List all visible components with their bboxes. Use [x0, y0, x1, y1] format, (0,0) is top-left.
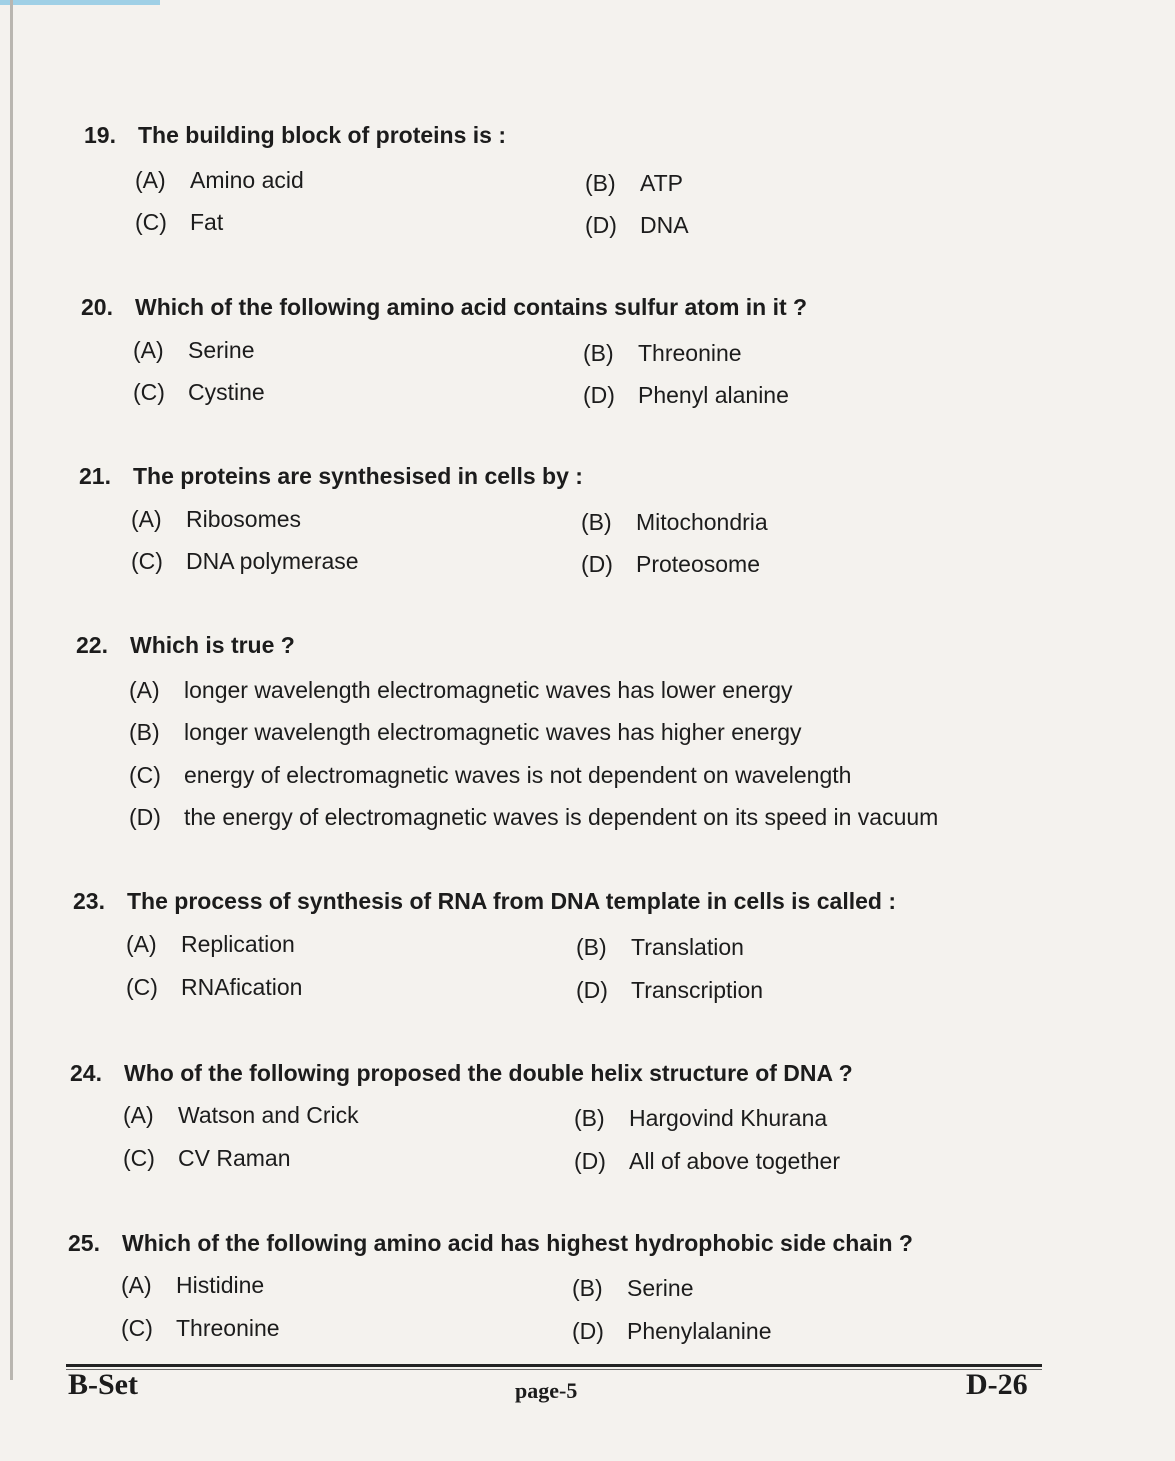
option-text: Replication: [181, 931, 295, 957]
footer-rule-thin: [66, 1369, 1042, 1370]
option-c: [126, 974, 302, 1001]
option-b: [572, 1275, 693, 1302]
option-c: [123, 1145, 290, 1172]
option-text: All of above together: [629, 1148, 840, 1174]
option-a: [129, 677, 793, 704]
option-text: ATP: [640, 170, 684, 196]
question-number: 21.: [79, 463, 111, 489]
option-d: [572, 1318, 772, 1345]
option-text: Serine: [188, 337, 255, 363]
question-stem: [73, 888, 896, 915]
option-b: [585, 170, 683, 197]
option-key: (C): [123, 1145, 155, 1171]
option-text: Fat: [190, 209, 224, 235]
option-key: (A): [133, 337, 164, 363]
option-c: [131, 548, 359, 575]
option-key: (B): [576, 934, 607, 960]
option-text: Watson and Crick: [178, 1102, 359, 1128]
option-key: (A): [123, 1102, 154, 1128]
option-c: [129, 762, 851, 789]
option-key: (A): [131, 506, 162, 532]
question-stem: [84, 122, 506, 149]
option-key: (A): [121, 1272, 152, 1298]
option-a: [135, 167, 304, 194]
page-left-border: [10, 0, 13, 1380]
option-key: (C): [129, 762, 161, 788]
option-text: Hargovind Khurana: [629, 1105, 828, 1131]
option-key: (B): [585, 170, 616, 196]
question-text: Which of the following amino acid has highest hydrophobic side chain ?: [122, 1230, 913, 1256]
set-label: B-Set: [68, 1368, 138, 1401]
option-key: (C): [126, 974, 158, 1000]
option-key: (A): [129, 677, 160, 703]
option-key: (B): [581, 509, 612, 535]
question-stem: [68, 1230, 913, 1257]
option-a: [126, 931, 295, 958]
page-number: page-5: [515, 1378, 578, 1403]
option-text: CV Raman: [178, 1145, 291, 1171]
option-text: the energy of electromagnetic waves is dependent on its speed in vacuum: [184, 804, 939, 830]
option-key: (D): [129, 804, 161, 830]
option-key: (D): [572, 1318, 604, 1344]
option-c: [121, 1315, 280, 1342]
option-c: [135, 209, 223, 236]
option-key: (B): [572, 1275, 603, 1301]
option-key: (C): [121, 1315, 153, 1341]
option-text: Phenyl alanine: [638, 382, 789, 408]
question-text: Which of the following amino acid contains sulfur atom in it ?: [135, 294, 808, 320]
option-text: Proteosome: [636, 551, 761, 577]
option-d: [583, 382, 789, 409]
option-key: (B): [574, 1105, 605, 1131]
option-a: [123, 1102, 359, 1129]
option-text: Serine: [627, 1275, 694, 1301]
option-b: [574, 1105, 827, 1132]
option-key: (D): [581, 551, 613, 577]
option-key: (D): [585, 212, 617, 238]
question-text: Who of the following proposed the double helix structure of DNA ?: [124, 1060, 853, 1086]
option-c: [133, 379, 265, 406]
option-a: [131, 506, 301, 533]
top-edge-strip: [0, 0, 160, 5]
footer-rule: [66, 1364, 1042, 1367]
option-text: Ribosomes: [186, 506, 302, 532]
option-text: DNA polymerase: [186, 548, 359, 574]
question-number: 23.: [73, 888, 105, 914]
option-text: longer wavelength electromagnetic waves has higher energy: [184, 719, 802, 745]
option-b: [129, 719, 802, 746]
option-key: (D): [574, 1148, 606, 1174]
question-number: 25.: [68, 1230, 100, 1256]
option-text: Translation: [631, 934, 744, 960]
option-b: [583, 340, 742, 367]
option-key: (B): [583, 340, 614, 366]
question-stem: [76, 632, 295, 659]
question-text: The proteins are synthesised in cells by :: [133, 463, 583, 489]
option-key: (C): [131, 548, 163, 574]
option-text: Threonine: [638, 340, 742, 366]
option-a: [133, 337, 254, 364]
option-d: [576, 977, 763, 1004]
option-key: (D): [576, 977, 608, 1003]
option-text: energy of electromagnetic waves is not dependent on wavelength: [184, 762, 852, 788]
option-text: Amino acid: [190, 167, 304, 193]
question-stem: [70, 1060, 853, 1087]
option-text: Transcription: [631, 977, 764, 1003]
option-text: Histidine: [176, 1272, 265, 1298]
option-text: RNAfication: [181, 974, 303, 1000]
option-text: Threonine: [176, 1315, 280, 1341]
question-text: The process of synthesis of RNA from DNA template in cells is called :: [127, 888, 896, 914]
option-text: DNA: [640, 212, 689, 238]
question-number: 20.: [81, 294, 113, 320]
question-number: 19.: [84, 122, 116, 148]
question-stem: [79, 463, 583, 490]
question-number: 24.: [70, 1060, 102, 1086]
question-number: 22.: [76, 632, 108, 658]
option-key: (A): [126, 931, 157, 957]
option-d: [574, 1148, 840, 1175]
option-key: (D): [583, 382, 615, 408]
option-text: longer wavelength electromagnetic waves has lower energy: [184, 677, 793, 703]
option-a: [121, 1272, 264, 1299]
option-d: [585, 212, 689, 239]
option-key: (B): [129, 719, 160, 745]
option-text: Cystine: [188, 379, 265, 405]
option-b: [581, 509, 768, 536]
question-text: Which is true ?: [130, 632, 295, 658]
option-key: (A): [135, 167, 166, 193]
option-key: (C): [133, 379, 165, 405]
paper-code: D-26: [966, 1368, 1028, 1401]
option-text: Mitochondria: [636, 509, 768, 535]
option-b: [576, 934, 744, 961]
question-stem: [81, 294, 807, 321]
option-d: [129, 804, 938, 831]
option-key: (C): [135, 209, 167, 235]
question-text: The building block of proteins is :: [138, 122, 506, 148]
option-d: [581, 551, 760, 578]
option-text: Phenylalanine: [627, 1318, 772, 1344]
